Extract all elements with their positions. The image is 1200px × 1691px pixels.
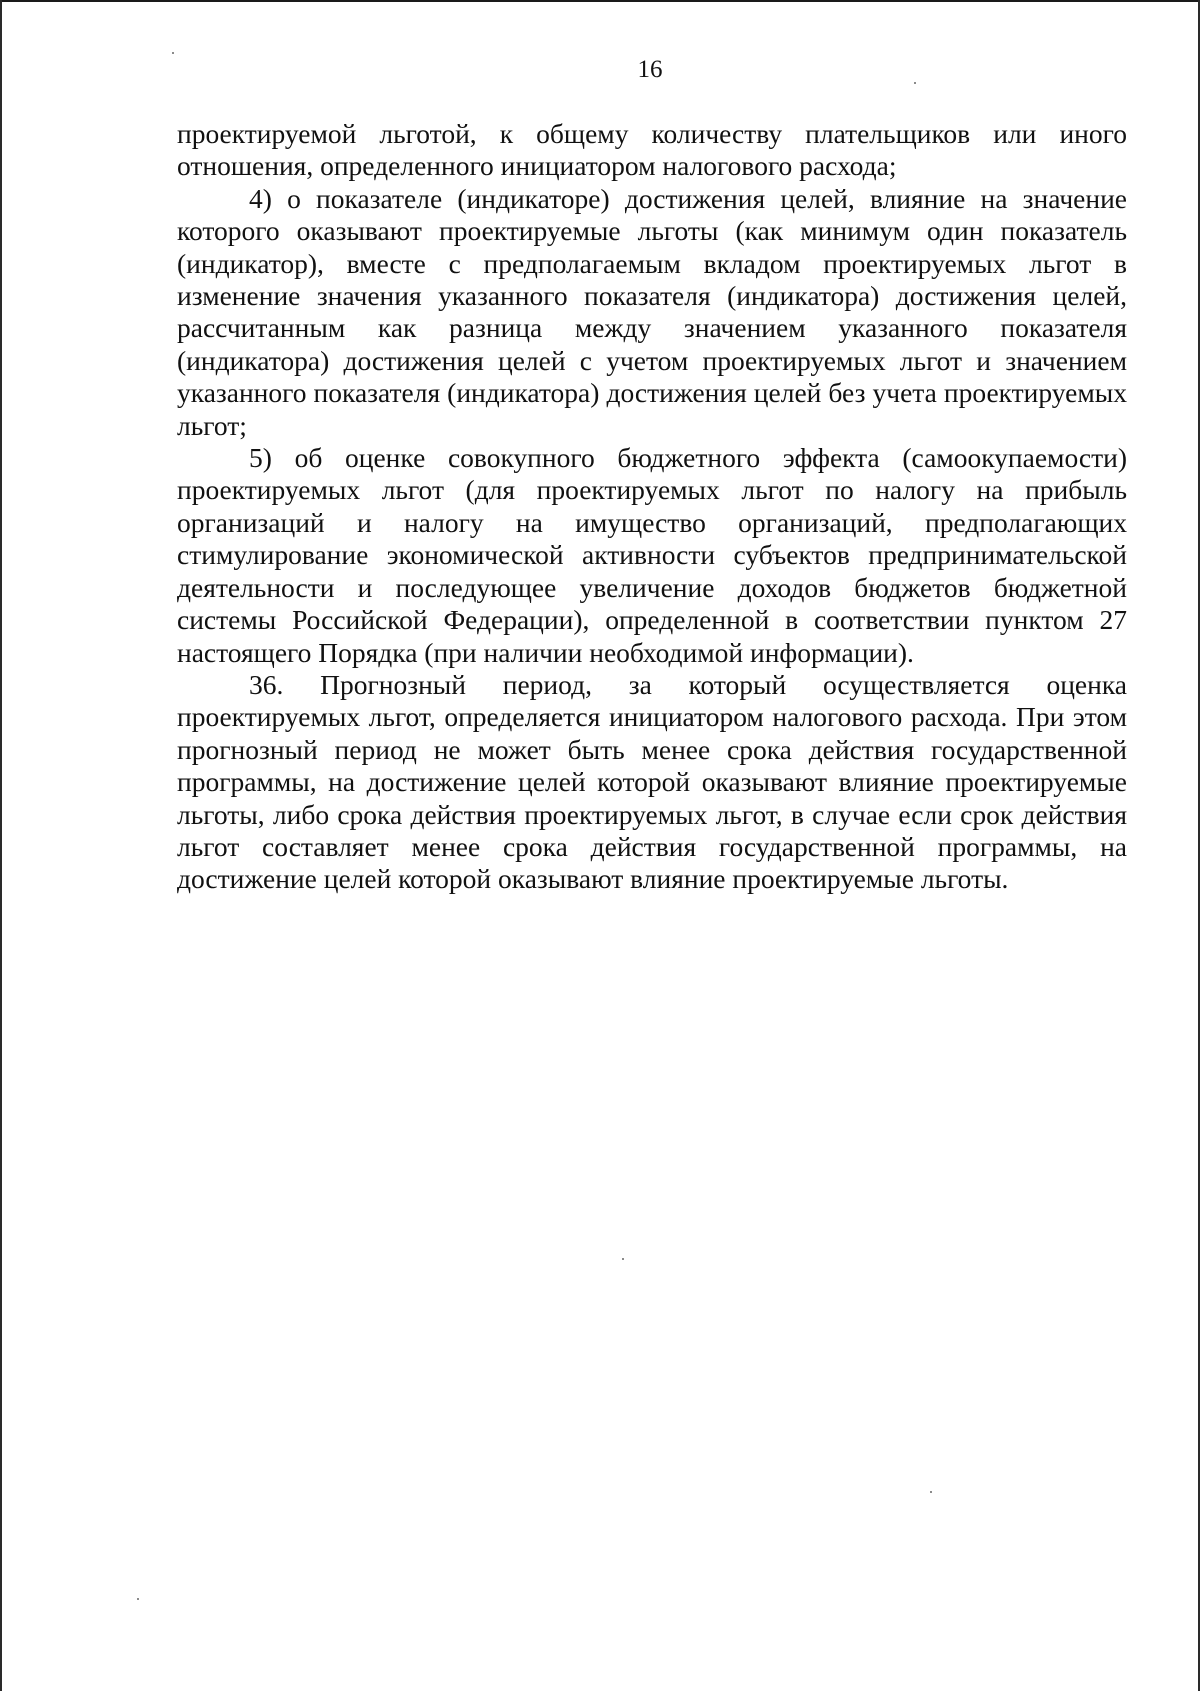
scan-speck: [930, 1491, 932, 1493]
scan-edge-top: [0, 0, 1200, 2]
scan-speck: [622, 1258, 624, 1260]
paragraph-continuation: проектируемой льготой, к общему количеству плательщиков или иного отношения, определенного инициатором налогового расхода;: [177, 118, 1127, 182]
document-body: [177, 118, 1127, 896]
paragraph-item-5: 5) об оценке совокупного бюджетного эффекта (самоокупаемости) проектируемых льгот (для проектируемых льгот по налогу на прибыль организаций и налогу на имущество организаций, предполагающих стимулирование экономической активности субъектов предпринимательской деятельности и последующее увеличение доходов бюджетов бюджетной системы Российской Федерации), определенной в соответствии пунктом 27 настоящего Порядка (при наличии необходимой информации).: [177, 442, 1127, 668]
paragraph-item-4: 4) о показателе (индикаторе) достижения целей, влияние на значение которого оказывают проектируемые льготы (как минимум один показатель (индикатор), вместе с предполагаемым вкладом проектируемых льгот в изменение значения указанного показателя (индикатора) достижения целей, рассчитанным как разница между значением указанного показателя (индикатора) достижения целей с учетом проектируемых льгот и значением указанного показателя (индикатора) достижения целей без учета проектируемых льгот;: [177, 182, 1127, 441]
scan-edge-left: [0, 0, 2, 1691]
page-number: 16: [637, 56, 663, 83]
scan-speck: [172, 52, 174, 54]
scan-speck: [137, 1598, 139, 1600]
paragraph-clause-36: 36. Прогнозный период, за который осуществляется оценка проектируемых льгот, определяется инициатором налогового расхода. При этом прогнозный период не может быть менее срока действия государственной программы, на достижение целей которой оказывают влияние проектируемые льготы, либо срока действия проектируемых льгот, в случае если срок действия льгот составляет менее срока действия государственной программы, на достижение целей которой оказывают влияние проектируемые льготы.: [177, 668, 1127, 895]
